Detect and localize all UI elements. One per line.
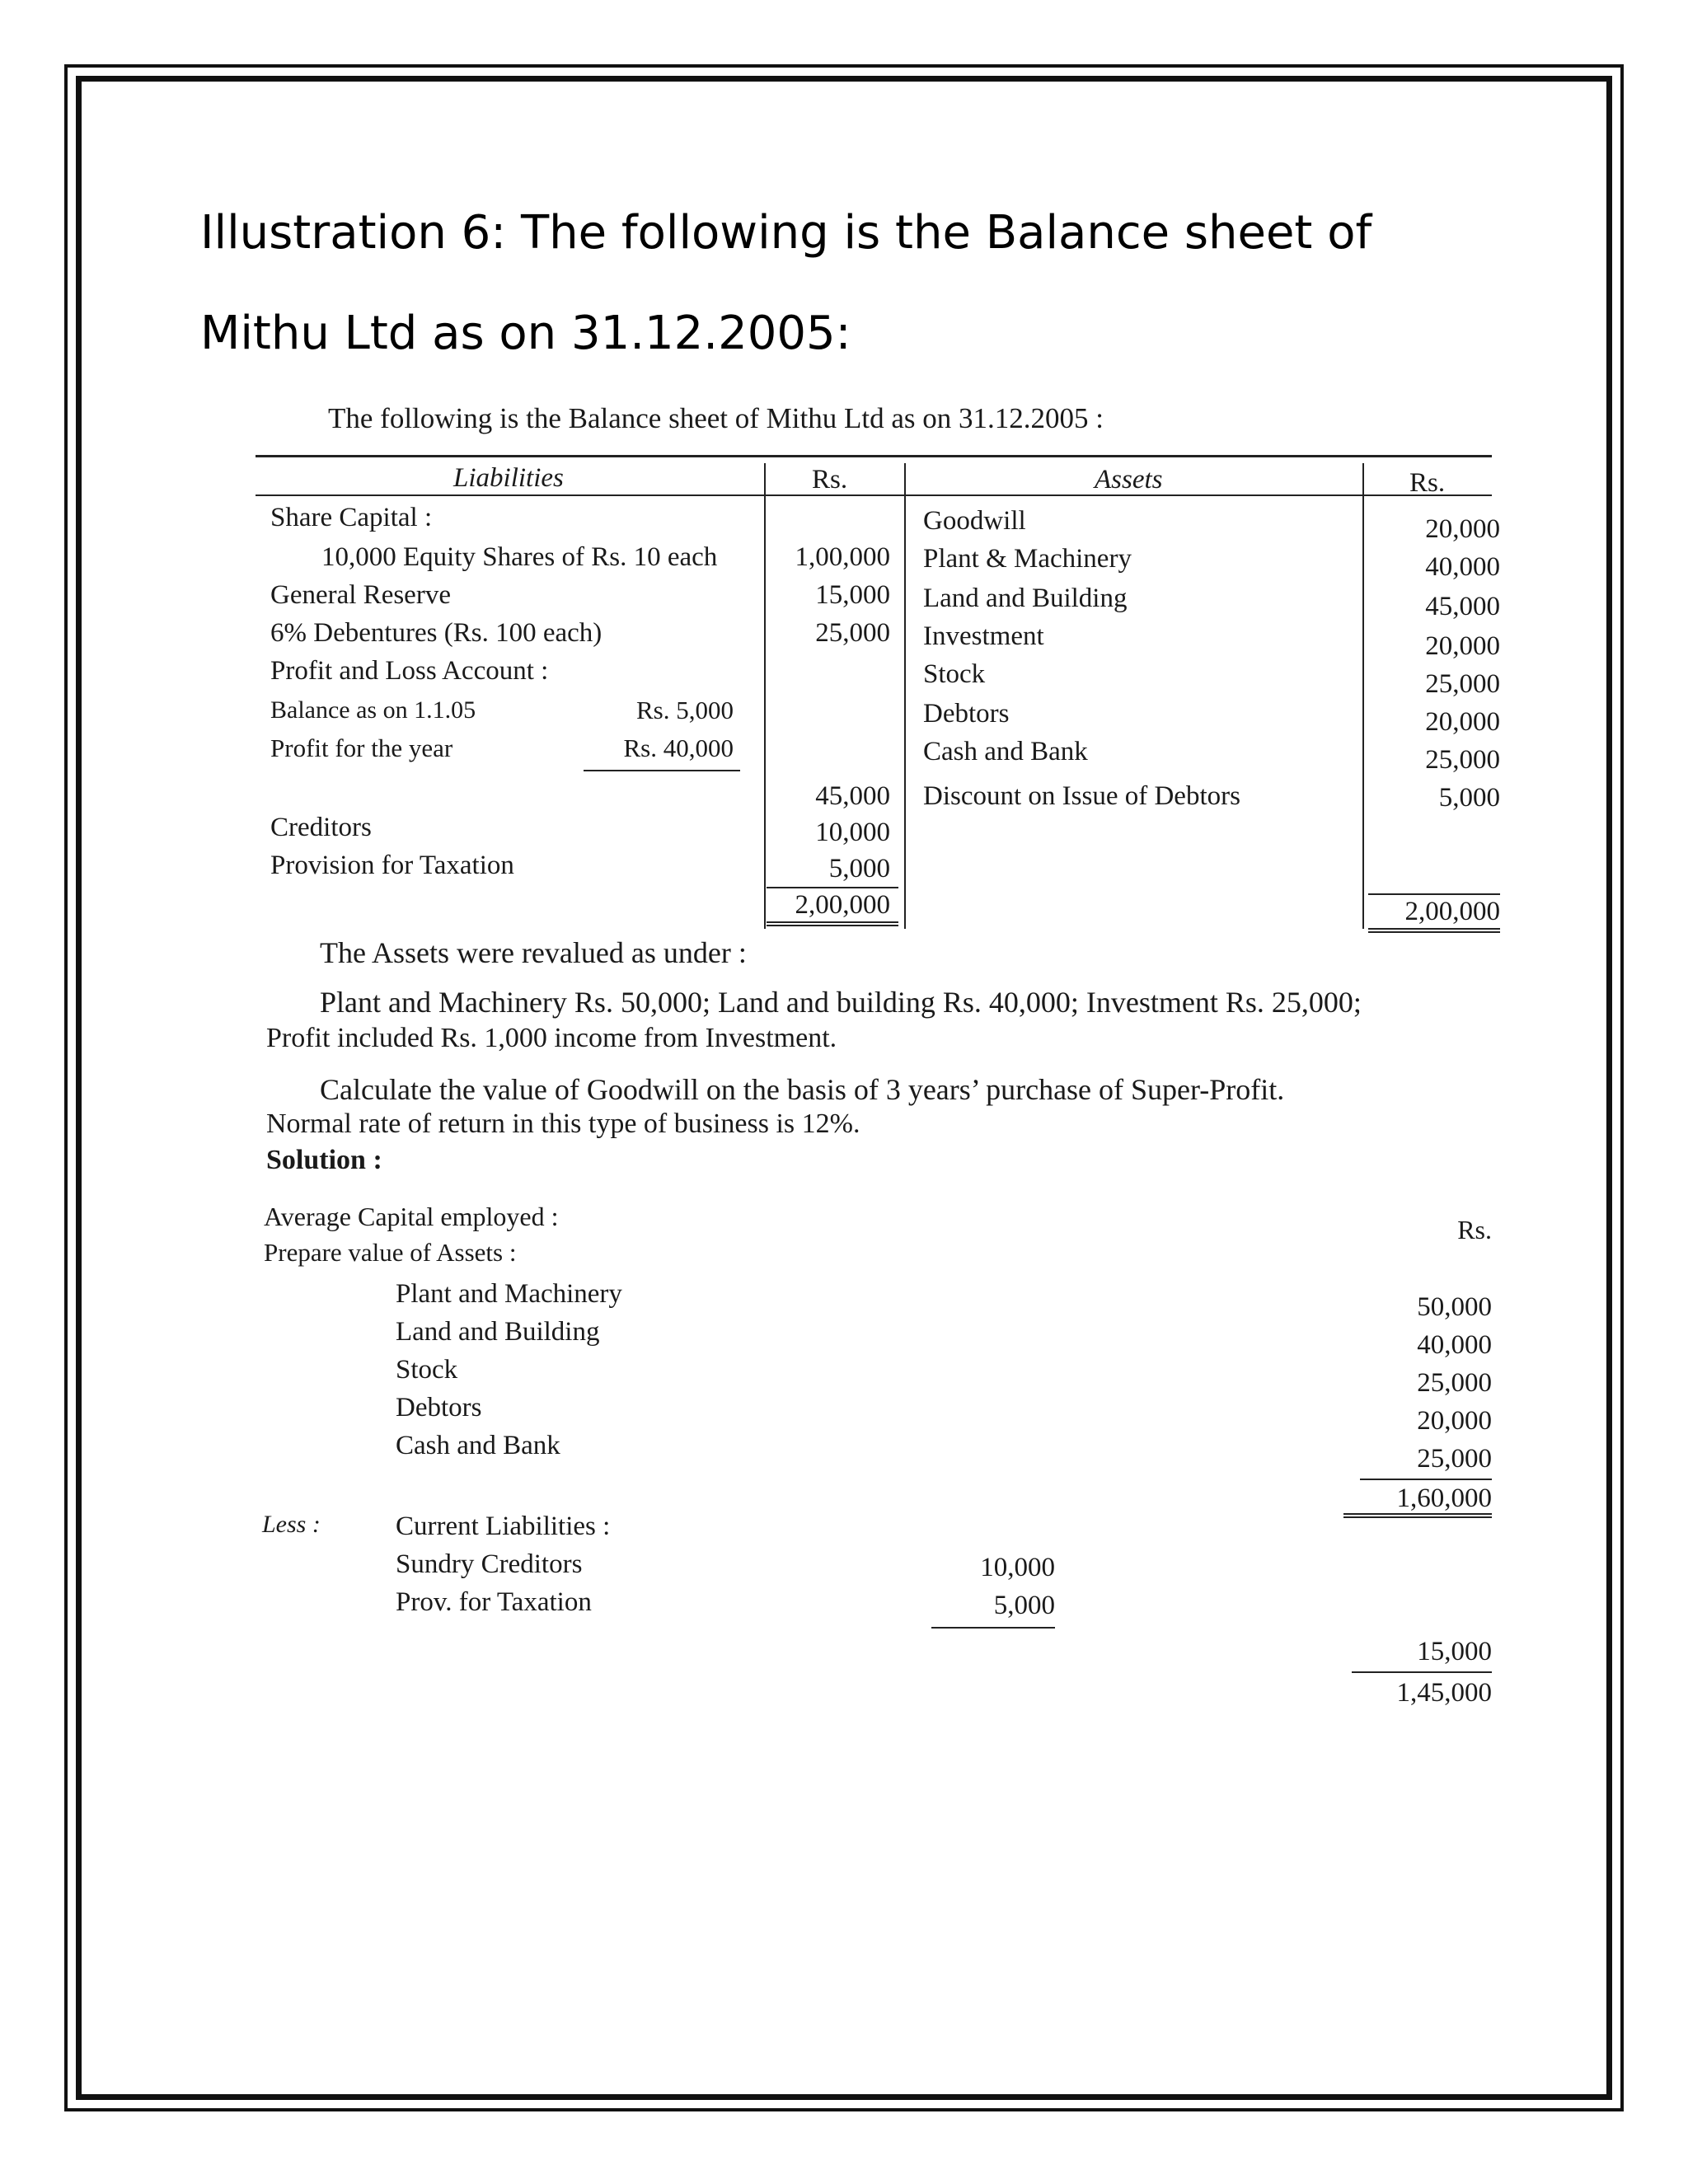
asset-amount-discount: 5,000 [1438, 783, 1500, 813]
net-total-rule [1352, 1671, 1492, 1673]
asset-label-stock: Stock [923, 659, 986, 689]
share-capital-label: Share Capital : [270, 503, 433, 532]
assets-header: Assets [1095, 465, 1163, 494]
debentures-label: 6% Debentures (Rs. 100 each) [270, 618, 603, 648]
general-reserve-amount: 15,000 [815, 580, 890, 610]
table-divider-2 [904, 463, 906, 929]
solution-amount-land: 40,000 [1417, 1330, 1492, 1360]
solution-amount-plant: 50,000 [1417, 1292, 1492, 1322]
net-total-amount: 1,45,000 [1396, 1678, 1492, 1708]
prepare-value-label: Prepare value of Assets : [264, 1238, 517, 1267]
calc-line-2: Normal rate of return in this type of business is 12%. [266, 1108, 860, 1139]
asset-label-goodwill: Goodwill [923, 506, 1026, 536]
asset-amount-goodwill: 20,000 [1425, 514, 1500, 544]
provision-amount: 5,000 [828, 854, 890, 883]
equity-shares-label: 10,000 Equity Shares of Rs. 10 each [321, 542, 718, 572]
table-header-rule [256, 494, 1492, 496]
profit-year-label: Profit for the year [270, 733, 453, 762]
asset-label-land: Land and Building [923, 583, 1128, 613]
assets-total-double-rule [1368, 928, 1500, 933]
solution-asset-stock: Stock [396, 1355, 458, 1385]
liabilities-total-double-rule [767, 921, 898, 926]
sundry-creditors-amount: 10,000 [980, 1553, 1055, 1582]
sundry-creditors-label: Sundry Creditors [396, 1549, 583, 1579]
asset-label-plant: Plant & Machinery [923, 544, 1132, 574]
balance-label: Balance as on 1.1.05 [270, 696, 476, 724]
debentures-amount: 25,000 [815, 618, 890, 648]
asset-amount-debtors: 20,000 [1425, 707, 1500, 737]
asset-amount-land: 45,000 [1425, 592, 1500, 621]
solution-heading: Solution : [266, 1145, 382, 1175]
solution-asset-cash-bank: Cash and Bank [396, 1431, 560, 1460]
illustration-heading-line-1: Illustration 6: The following is the Balance sheet of [200, 206, 1372, 260]
solution-asset-land: Land and Building [396, 1317, 600, 1347]
solution-rs-header: Rs. [1457, 1215, 1492, 1244]
pl-total-amount: 45,000 [815, 781, 890, 811]
asset-label-cash-bank: Cash and Bank [923, 737, 1088, 766]
current-liabilities-label: Current Liabilities : [396, 1511, 611, 1541]
solution-amount-stock: 25,000 [1417, 1368, 1492, 1398]
assets-subtotal-top-rule [1360, 1479, 1492, 1480]
prov-taxation-label: Prov. for Taxation [396, 1587, 592, 1617]
solution-asset-debtors: Debtors [396, 1393, 482, 1422]
asset-label-discount: Discount on Issue of Debtors [923, 781, 1240, 811]
liabilities-total: 2,00,000 [795, 890, 890, 920]
assets-subtotal-double-rule [1343, 1513, 1492, 1518]
pl-account-label: Profit and Loss Account : [270, 656, 549, 686]
asset-label-investment: Investment [923, 621, 1044, 651]
provision-label: Provision for Taxation [270, 851, 514, 880]
revalued-intro: The Assets were revalued as under : [320, 936, 747, 969]
liabilities-header: Liabilities [453, 463, 564, 493]
liabilities-rs-header: Rs. [812, 465, 848, 494]
liabilities-subtotal-rule [931, 1627, 1055, 1629]
pl-subtotal-rule [584, 770, 740, 771]
asset-amount-cash-bank: 25,000 [1425, 745, 1500, 775]
balance-value: Rs. 5,000 [636, 696, 734, 724]
assets-rs-header: Rs. [1409, 468, 1446, 498]
assets-total: 2,00,000 [1404, 897, 1500, 926]
table-top-rule [256, 455, 1492, 457]
balance-sheet-intro: The following is the Balance sheet of Mithu Ltd as on 31.12.2005 : [328, 402, 1104, 434]
revalue-line-1: Plant and Machinery Rs. 50,000; Land and building Rs. 40,000; Investment Rs. 25,000; [320, 986, 1362, 1019]
less-label: Less : [262, 1511, 321, 1538]
liabilities-total-amount: 15,000 [1417, 1637, 1492, 1666]
asset-amount-stock: 25,000 [1425, 669, 1500, 699]
solution-amount-cash-bank: 25,000 [1417, 1444, 1492, 1474]
revalue-line-2: Profit included Rs. 1,000 income from Investment. [266, 1023, 837, 1053]
equity-amount: 1,00,000 [795, 542, 890, 572]
avg-capital-label: Average Capital employed : [264, 1202, 559, 1231]
asset-amount-investment: 20,000 [1425, 631, 1500, 661]
creditors-amount: 10,000 [815, 818, 890, 847]
asset-amount-plant: 40,000 [1425, 552, 1500, 582]
profit-year-value: Rs. 40,000 [623, 733, 734, 762]
asset-label-debtors: Debtors [923, 699, 1010, 729]
general-reserve-label: General Reserve [270, 580, 451, 610]
illustration-heading-line-2: Mithu Ltd as on 31.12.2005: [200, 307, 851, 360]
calc-line-1: Calculate the value of Goodwill on the basis of 3 years’ purchase of Super-Profit. [320, 1073, 1285, 1106]
solution-asset-plant: Plant and Machinery [396, 1279, 622, 1309]
creditors-label: Creditors [270, 813, 372, 842]
assets-subtotal: 1,60,000 [1396, 1483, 1492, 1513]
table-divider-1 [764, 463, 766, 929]
solution-amount-debtors: 20,000 [1417, 1406, 1492, 1436]
prov-taxation-amount: 5,000 [993, 1591, 1055, 1620]
